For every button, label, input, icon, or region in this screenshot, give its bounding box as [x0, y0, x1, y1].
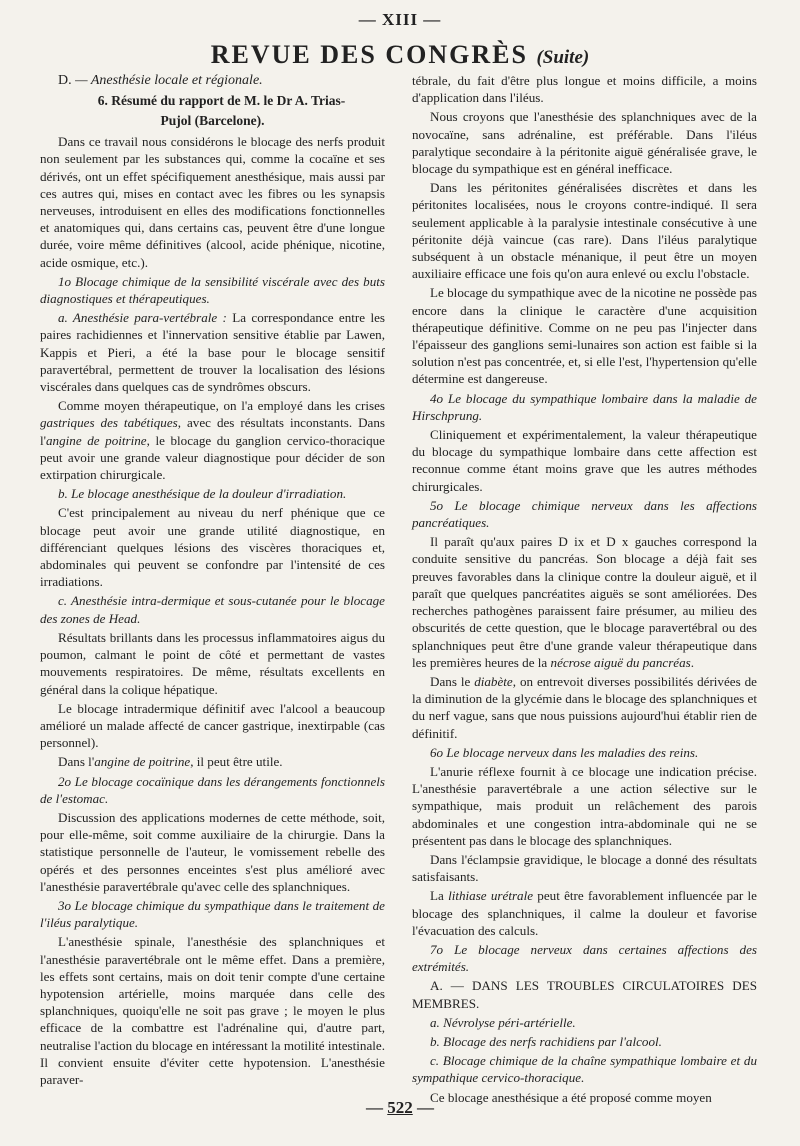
- paragraph: Discussion des applications modernes de cette méthode, soit, pour elle-même, soit comme auxiliaire de la chirurgie. Dans la statistique personnelle de l'auteur, le vomissement rebelle des opérés et des personnes enceintes s'est plus amélioré avec l'anesthésie paravertébrale qu'avec celle des splanchniques.: [40, 809, 385, 894]
- section-heading: [40, 72, 385, 89]
- subheading: 2o Le blocage cocaïnique dans les dérangements fonctionnels de l'estomac.: [40, 773, 385, 806]
- paragraph-text: La correspondance entre les paires rachidiennes et l'innervation sensitive établie par Lawen, Kappis et Pieri, a été la base pour le blocage sensitif paravertébral, permettent de trouver la localisation des lésions viscérales dans quelques cas de syndrômes obscurs.: [40, 310, 385, 395]
- subheading: c. Anesthésie intra-dermique et sous-cutanée pour le blocage des zones de Head.: [40, 593, 385, 626]
- subheading: b. Le blocage anesthésique de la douleur d'irradiation.: [58, 486, 347, 502]
- subheading: 1o Blocage chimique de la sensibilité viscérale avec des buts diagnostiques et thérapeutiques.: [40, 273, 385, 307]
- subheading: 6o Le blocage nerveux dans les maladies des reins.: [430, 744, 699, 760]
- roman-folio: — XIII —: [358, 10, 442, 29]
- paragraph: Ce blocage anesthésique a été proposé comme moyen: [430, 1089, 712, 1105]
- text-run: Dans le: [430, 673, 475, 689]
- paragraph: Dans les péritonites généralisées discrètes et dans les péritonites localisées, nous le croyons contre-indiqué. Il sera seulement applicable à la paralysie intestinale consécutive à une péritonite déjà vaincue (cas rare). Dans l'iléus paralytique subséquent à un obstacle ménanique, il peut être un moyen auxiliaire efficace une fois qu'on aura enlevé ou exclu l'obstacle.: [412, 180, 757, 282]
- page-title: [0, 40, 800, 70]
- paragraph: Dans l'éclampsie gravidique, le blocage a donné des résultats satisfaisants.: [412, 851, 757, 885]
- paragraph: [412, 533, 757, 671]
- paragraph: Le blocage du sympathique avec de la nicotine ne possède pas encore dans la clinique le caractère d'une acquisition thérapeutique définitive. Comme on ne peu pas l'injecter dans l'épaisseur des ganglions semi-lunaires son action est faible si la solution n'est pas concentrée, et, si elle l'est, l'hypertension qu'elle détermine est dangereuse.: [412, 285, 757, 387]
- text-run: , il peut être utile.: [190, 754, 283, 770]
- page-number: 522: [387, 1098, 413, 1117]
- page-footer: [0, 1098, 800, 1118]
- text-run-italic: angine de poitrine: [94, 754, 191, 770]
- paragraph: L'anesthésie spinale, l'anesthésie des splanchniques et l'anesthésie paravertébrale ont le même effet. Dans a première, les effets sont certains, mais on doit tenir compte d'une certaine hypotension artérielle, moins marquée dans celle des splanchniques, quoiqu'elle ne soit pas grave ; le moyen le plus efficace de la combattre est l'adrénaline qui, d'autre part, neutralise l'action du blocage en intéressant la motilité intestinale. Il convient ensuite d'éviter cette hypotension. L'anesthésie paraver-: [40, 934, 385, 1087]
- list-item: b. Blocage des nerfs rachidiens par l'alcool.: [430, 1033, 662, 1049]
- section-letter: D.: [58, 73, 72, 88]
- text-run-italic: lithiase urétrale: [448, 888, 534, 904]
- text-run-italic: nécrose aiguë du pancréas: [550, 654, 691, 670]
- list-item: c. Blocage chimique de la chaîne sympathique lombaire et du sympathique cervico-thoracique.: [412, 1053, 757, 1086]
- text-run: , on entrevoit diverses possibilités dérivées de la diminution de la glycémie dans le blocage des splanchniques et du nerf vague, sans que nous puissions aujourd'hui établir rien de définitif.: [412, 673, 757, 741]
- left-column: [40, 72, 385, 1090]
- text-run: Il paraît qu'aux paires D ix et D x gauches correspond la conduite sensitive du pancréas. Son blocage a déjà fait ses preuves favorables dans la clinique contre la douleur aiguë, et il paraît que quelques pancréatites aiguës se sont améliorées. Des recherches pathogènes paraissent faire présumer, au milieu des obscurités de cette question, que le blocage paravertébral ou des splanchniques peut être d'une grande valeur thérapeutique dans les premières heures de la: [412, 534, 757, 670]
- subheading: 4o Le blocage du sympathique lombaire dans la maladie de Hirschprung.: [412, 390, 757, 423]
- paragraph: L'anurie réflexe fournit à ce blocage une indication précise. L'anesthésie paravertébrale a une action sélective sur le sympathique, mais produit un relâchement des parois abdominales et une congestion intra-abdominale qui ne se présentent pas dans le blocage des splanchniques.: [412, 763, 757, 848]
- subheading-inline: a. Anesthésie para-vertébrale :: [58, 310, 227, 326]
- text-run: Dans l': [58, 754, 95, 770]
- text-run-italic: angine de poitrine: [46, 432, 147, 448]
- paragraph: C'est principalement au niveau du nerf phénique que ce blocage peut avoir une grande utilité diagnostique, en différenciant quelques lésions des viscères thoraciques et, abdominales qui peuvent se confondre par l'intensité de ces irradiations.: [40, 505, 385, 590]
- subheading: 3o Le blocage chimique du sympathique dans le traitement de l'iléus paralytique.: [40, 897, 385, 931]
- paragraph: Dans ce travail nous considérons le blocage des nerfs produit non seulement par les substances qui, comme la cocaïne et ses dérivés, ont un effet spécifiquement anesthésique, mais aussi par ces autres qui, mises en contact avec les fibres ou les synapsis nerveuses, introduisent en elles des modifications fonctionnelles et anatomiques qui, dans certains cas, peuvent être d'une longue durée, voire même définitives (alcool, acide phénique, nicotine, acide osmique, etc.).: [40, 134, 385, 270]
- report-title: [40, 91, 385, 131]
- list-item: a. Névrolyse péri-artérielle.: [430, 1014, 576, 1030]
- text-run: peut être favorablement influencée par le blocage des splanchniques, il calme la douleur et favorise l'évacuation des calculs.: [412, 888, 757, 938]
- text-run-italic: diabète: [474, 673, 513, 689]
- text-run: , le blocage du ganglion cervico-thoracique peut avoir une grande valeur diagnostique pour décider de son extirpation chirurgicale.: [40, 432, 385, 483]
- paragraph: Le blocage intradermique définitif avec l'alcool a beaucoup amélioré un malade affecté de cancer gastrique, inextirpable (cas personnel).: [40, 700, 385, 751]
- paragraph: tébrale, du fait d'être plus longue et moins difficile, a moins d'application dans l'iléus.: [412, 73, 757, 106]
- paragraph: [412, 673, 757, 742]
- subheading: 5o Le blocage chimique nerveux dans les affections pancréatiques.: [412, 497, 757, 531]
- paragraph: [40, 753, 385, 770]
- paragraph: [412, 887, 757, 939]
- paragraph: Nous croyons que l'anesthésie des splanchniques avec de la novocaïne, sans adrénaline, est préférable. Dans l'iléus paralytique secondaire à la péritonite aiguë généralisée grave, le blocage du sympathique est en général inefficace.: [412, 109, 757, 177]
- text-run: .: [690, 654, 695, 670]
- report-title-line1: 6. Résumé du rapport de M. le Dr A. Trias-: [97, 93, 346, 109]
- dash-left: —: [366, 1098, 388, 1117]
- dash-right: —: [412, 1098, 434, 1117]
- title-text: REVUE DES CONGRÈS: [210, 40, 528, 69]
- paragraph: [40, 397, 385, 483]
- title-suite: (Suite): [536, 47, 590, 68]
- sub-section-heading: A. — DANS LES TROUBLES CIRCULATOIRES DES MEMBRES.: [412, 978, 757, 1011]
- section-title: — Anesthésie locale et régionale.: [75, 73, 263, 88]
- text-run: Comme moyen thérapeutique, on l'a employé dans les crises: [58, 398, 385, 414]
- right-column: [412, 72, 757, 1108]
- text-run: La: [430, 888, 449, 904]
- subheading: 7o Le blocage nerveux dans certaines affections des extrémités.: [412, 941, 757, 975]
- paragraph: Cliniquement et expérimentalement, la valeur thérapeutique du blocage du sympathique lombaire dans cette affection est reconnue comme étant moins grave que les autres méthodes chirurgicales.: [412, 427, 757, 494]
- report-title-line2: Pujol (Barcelone).: [160, 113, 265, 129]
- paragraph: Résultats brillants dans les processus inflammatoires aigus du poumon, calmant le point de côté et permettant de vastes mouvements respiratoires. De même, résultats excellents en général dans la colique hépatique.: [40, 629, 385, 697]
- text-run-italic: gastriques des tabétiques: [40, 415, 178, 431]
- text-run: , avec des résultats inconstants. Dans l': [40, 415, 386, 448]
- paragraph: [40, 309, 385, 395]
